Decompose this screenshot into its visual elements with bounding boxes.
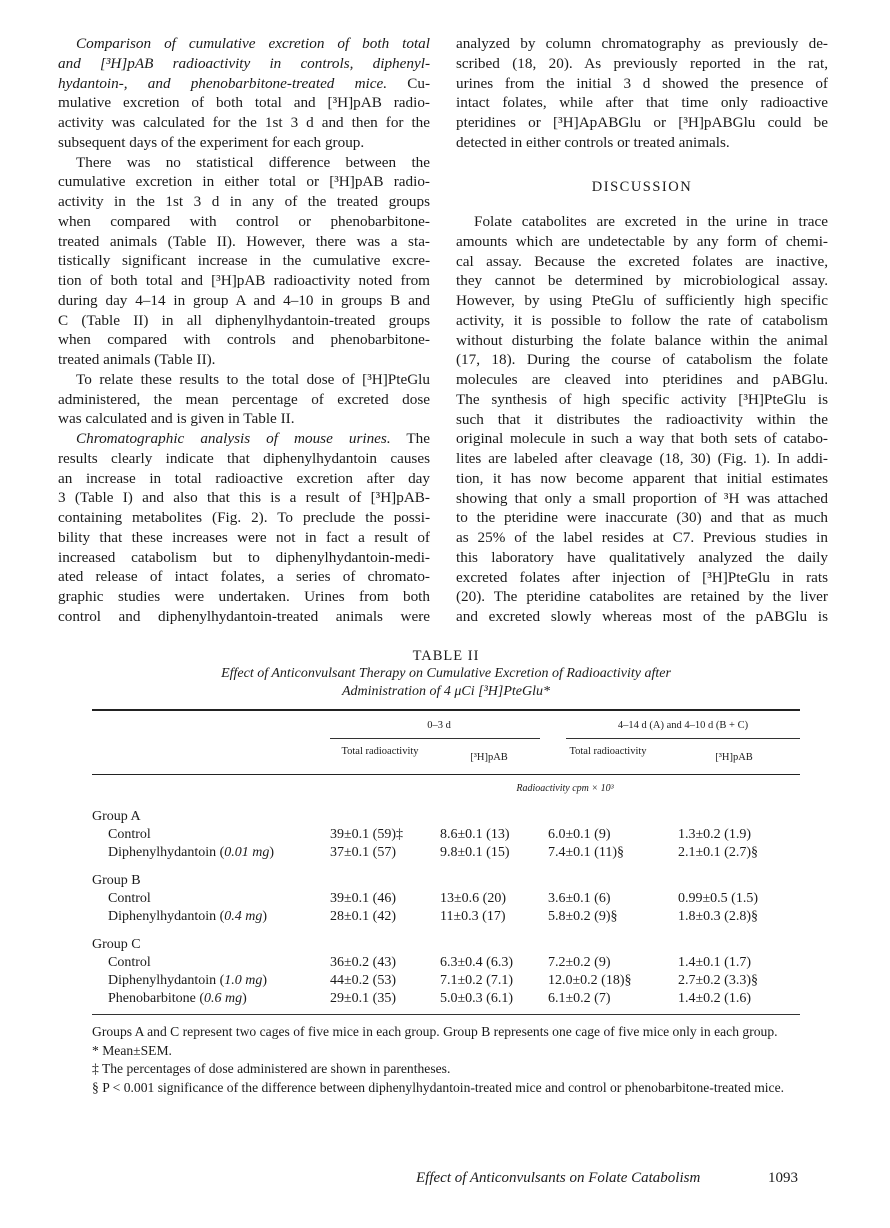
row-label [92,972,330,990]
discussion-heading: DISCUSSION [591,179,693,196]
table-caption-line: Effect of Anticonvulsant Therapy on Cumulative Excretion of Radioactivity after [221,666,671,681]
text-line: without disturbing the folate balance within the animal [456,331,828,349]
table-row [92,826,800,844]
text-line: urines from the initial 3 d showed the presence of [456,74,828,92]
table-cell: 5.8±0.2 (9)§ [548,909,618,924]
treatment-dose: 1.0 mg [224,973,263,988]
table-cell: 44±0.2 (53) [330,973,397,988]
group-row [92,798,800,826]
row-label [92,908,330,926]
text-line [58,607,430,627]
paren: ) [262,909,268,924]
text-run: tion of both total and [³H]pAB radioactivity noted from [58,272,430,289]
text-line: showing that only a small proportion of ³H was attached [456,489,828,507]
text-line [58,212,430,232]
table-cell: 3.6±0.1 (6) [548,891,611,906]
text-run: There was no statistical difference between the [76,153,430,171]
column-header: [³H]pAB [715,752,753,763]
text-run: subsequent days of the experiment for each group. [58,133,365,151]
text-line [58,93,430,113]
text-run: activity in the 1st 3 d in any of the treated groups [58,193,430,210]
table-caption-line: Administration of 4 μCi [³H]PteGlu* [341,684,550,699]
treatment-name: Control [108,827,151,842]
text-line: to the pteridine were inaccurate (30) and that as much [456,509,828,527]
text-line [58,54,430,74]
text-line [58,350,430,370]
text-line [58,113,430,133]
text-line [58,567,430,587]
text-line: However, by using PteGlu of sufficiently high specific [456,292,828,309]
text-line: such that it distributes the radioactivity within the [456,410,828,428]
paren: ) [269,845,275,860]
text-run: mulative excretion of both total and [³H]pAB radio- [58,94,430,112]
table-cell: 2.7±0.2 (3.3)§ [678,973,759,988]
table-cell: 39±0.1 (59)‡ [330,827,404,842]
text-line [58,469,430,489]
text-run: an increase in total radioactive excretion after day [58,469,430,487]
treatment-name: Diphenylhydantoin ( [108,909,225,924]
text-run: when compared with controls and phenobarbitone- [58,331,430,349]
table-title: TABLE II [412,648,480,664]
column-header: Total radioactivity [569,746,647,757]
table-cell: 29±0.1 (35) [330,991,397,1006]
treatment-dose: 0.01 mg [224,845,270,860]
footnote: Groups A and C represent two cages of five mice in each group. Group B represents one cage of five mice only in each group. [92,1024,778,1039]
text-line [58,508,430,528]
text-line: tion, it has now become apparent that initial estimates [456,469,828,487]
text-run: containing metabolites (Fig. 2). To preclude the possi- [58,509,430,526]
text-run: control and diphenylhydantoin-treated animals were [58,607,430,625]
row-label [92,826,330,844]
text-run: bility that these increases were not in fact a result of [58,528,430,546]
treatment-name: Control [108,955,151,970]
text-line: pteridines or [³H]ApABGlu or [³H]pABGlu could be [456,114,828,131]
text-run: C (Table II) in all diphenylhydantoin-treated groups [58,311,430,329]
table-cell: 6.1±0.2 (7) [548,991,611,1006]
text-line [58,488,430,508]
table-cell: 36±0.2 (43) [330,955,397,970]
italic-run: Comparison of cumulative excretion of both total [76,35,430,52]
period-header-4-14d: 4–14 d (A) and 4–10 d (B + C) [617,720,749,731]
text-line [58,291,430,311]
table-ii [92,648,800,1097]
results-table [92,711,800,1015]
table-cell: 5.0±0.3 (6.1) [440,991,514,1006]
table-cell: 6.3±0.4 (6.3) [440,955,514,970]
text-run: The [390,430,431,447]
table-cell: 2.1±0.1 (2.7)§ [678,845,759,860]
table-row [92,890,800,908]
table-cell: 39±0.1 (46) [330,891,397,906]
table-cell: 6.0±0.1 (9) [548,827,611,842]
text-line: detected in either controls or treated animals. [456,133,730,151]
text-run: 3 (Table I) and also that this is a result of [³H]pAB- [58,489,430,507]
footnote: § P < 0.001 significance of the difference between diphenylhydantoin-treated mice and control or phenobarbitone-treated mice. [92,1079,785,1095]
text-line [58,449,430,469]
running-title: Effect of Anticonvulsants on Folate Catabolism [416,1170,701,1186]
text-line [58,311,430,331]
group-row [92,862,800,890]
text-line [58,528,430,548]
table-cell: 9.8±0.1 (15) [440,845,510,860]
text-line: analyzed by column chromatography as previously de- [456,35,828,52]
text-line: lites are labeled after cleavage (18, 30) (Fig. 1). In addi- [456,450,828,467]
text-run: ated release of intact folates, a series of chromato- [58,568,430,586]
results-continuation [456,34,828,153]
table-row [92,908,800,926]
italic-run: hydantoin-, and phenobarbitone-treated mice. [58,74,388,92]
group-label: Group C [92,937,141,952]
footnote: * Mean±SEM. [92,1042,172,1058]
text-line [58,330,430,350]
text-line [58,429,430,449]
text-line: as 25% of the label resides at C7. Previous studies in [456,529,828,546]
text-line: scribed (18, 20). As previously reported in the rat, [456,54,828,72]
table-cell: 12.0±0.2 (18)§ [548,973,632,988]
text-run: activity was calculated for the 1st 3 d and then for the [58,114,430,131]
table-cell: 1.3±0.2 (1.9) [678,827,752,842]
text-line: (20). The pteridine catabolites are retained by the liver [456,588,828,606]
table-row [92,844,800,862]
table-cell: 7.2±0.2 (9) [548,955,611,970]
row-label [92,890,330,908]
treatment-name: Control [108,891,151,906]
text-line [58,251,430,271]
text-line [58,153,430,173]
table-footnotes [92,1023,800,1097]
treatment-dose: 0.4 mg [224,909,263,924]
text-line [58,370,430,390]
text-run: treated animals (Table II). However, there was a sta- [58,232,430,250]
text-run: To relate these results to the total dose of [³H]PteGlu [76,370,430,388]
group-row [92,926,800,954]
text-line [58,74,430,94]
text-line: excreted folates after injection of [³H]PteGlu in rats [456,568,828,586]
row-label [92,990,330,1008]
table-row [92,990,800,1008]
table-cell: 11±0.3 (17) [440,909,506,924]
treatment-dose: 0.6 mg [204,991,243,1006]
units-label: Radioactivity cpm × 10³ [516,783,614,794]
text-line: and excreted slowly whereas most of the pABGlu is [456,608,828,625]
right-text-column [456,34,828,627]
table-cell: 1.8±0.3 (2.8)§ [678,909,759,924]
table-cell: 7.4±0.1 (11)§ [548,845,624,860]
text-run: during day 4–14 in group A and 4–10 in groups B and [58,291,430,309]
table-cell: 1.4±0.1 (1.7) [678,955,752,970]
footnote: ‡ The percentages of dose administered are shown in parentheses. [92,1061,451,1076]
paren: ) [242,991,247,1006]
treatment-name: Phenobarbitone ( [108,991,205,1006]
text-run: was calculated and is given in Table II. [58,410,295,428]
group-label: Group A [92,809,141,824]
text-line: The synthesis of high specific activity [³H]PteGlu is [456,390,828,408]
discussion-paragraph [456,212,828,627]
text-line: molecules are cleaved into pteridines and pABGlu. [456,371,828,388]
period-header-0-3d: 0–3 d [427,720,451,731]
text-line: this laboratory have qualitatively analyzed the daily [456,548,828,566]
treatment-name: Diphenylhydantoin ( [108,973,225,988]
table-cell: 37±0.1 (57) [330,845,397,860]
row-label [92,954,330,972]
text-line [58,409,430,429]
text-line: intact folates, while after that time only radioactive [456,94,828,112]
text-run: administered, the mean percentage of excreted dose [58,390,430,408]
text-run: increased catabolism but to diphenylhydantoin-medi- [58,548,430,566]
text-line: they cannot be determined by microbiological assay. [456,272,828,290]
table-row [92,954,800,972]
group-label: Group B [92,873,141,888]
text-run: results clearly indicate that diphenylhydantoin causes [58,449,430,467]
text-line: original molecule in such a way that both sets of catabo- [456,430,828,448]
text-line: (17, 18). During the course of catabolism the folate [456,351,828,369]
table-cell: 13±0.6 (20) [440,891,507,906]
table-cell: 28±0.1 (42) [330,909,397,924]
text-run: treated animals (Table II). [58,351,216,368]
table-row [92,972,800,990]
text-line [58,34,430,54]
column-header: Total radioactivity [341,746,419,757]
treatment-name: Diphenylhydantoin ( [108,845,225,860]
text-line: Folate catabolites are excreted in the urine in trace [474,213,828,230]
table-cell: 1.4±0.2 (1.6) [678,991,752,1006]
table-cell: 0.99±0.5 (1.5) [678,891,759,906]
text-line: activity, it is possible to follow the rate of catabolism [456,311,828,329]
text-line [58,192,430,212]
text-line [58,390,430,410]
text-run: tistically significant increase in the cumulative excre- [58,252,430,270]
page-number: 1093 [768,1170,798,1186]
text-line [58,271,430,291]
text-line: amounts which are undetectable by any form of chemi- [456,232,828,250]
italic-run: Chromatographic analysis of mouse urines. [76,430,391,447]
text-line: cal assay. Because the excreted folates are inactive, [456,252,828,270]
table-cell: 8.6±0.1 (13) [440,827,510,842]
italic-run: and [³H]pAB radioactivity in controls, diphenyl- [58,54,430,72]
text-line [58,172,430,192]
text-run: cumulative excretion in either total or [³H]pAB radio- [58,173,430,191]
text-run: graphic studies were undertaken. Urines from both [58,588,430,605]
text-line [58,587,430,607]
text-run: when compared with control or phenobarbitone- [58,212,430,230]
text-line [58,232,430,252]
table-cell: 7.1±0.2 (7.1) [440,973,514,988]
left-text-column [58,34,430,627]
column-header: [³H]pAB [470,752,508,763]
row-label [92,844,330,862]
text-line [58,133,430,153]
paren: ) [262,973,268,988]
text-run: Cu- [387,74,430,92]
text-line [58,548,430,568]
